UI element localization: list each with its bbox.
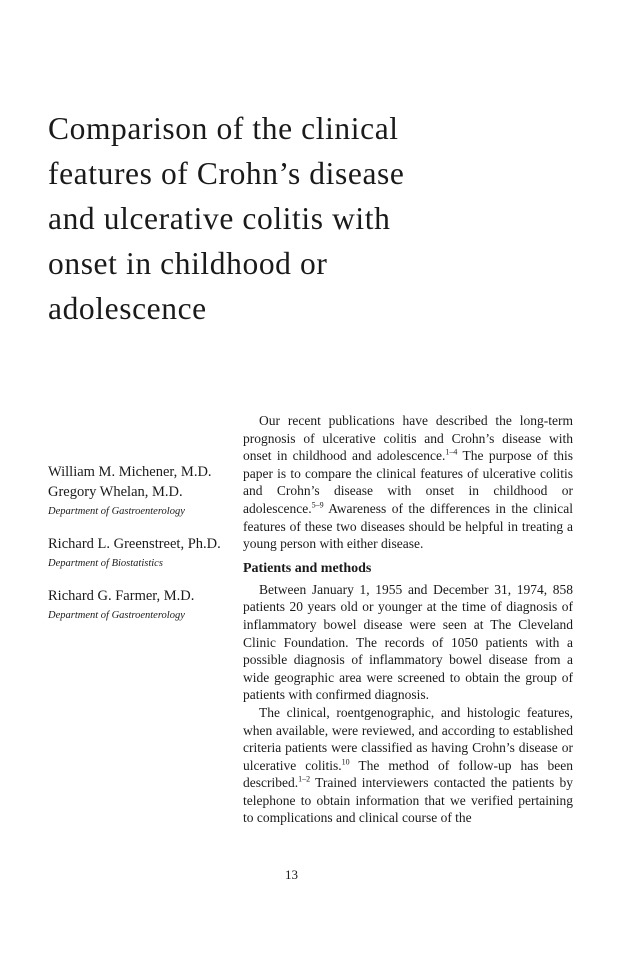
author-name: Richard L. Greenstreet, Ph.D. (48, 536, 221, 552)
author-name: Richard G. Farmer, M.D. (48, 588, 195, 604)
title-line: Comparison of the clinical (48, 111, 399, 146)
title-line: features of Crohn’s disease (48, 156, 405, 191)
title-line: adolescence (48, 291, 207, 326)
title-line: onset in childhood or (48, 246, 328, 281)
body-column (243, 412, 573, 827)
author-department: Department of Biostatistics (48, 558, 163, 569)
methods-paragraph: Between January 1, 1955 and December 31, 1974, 858 patients 20 years old or younger at the time of diagnosis of inflammatory bowel disease were seen at The Cleveland Clinic Foundation. The records of 1050 patients with a possible diagnosis of inflammatory bowel disease from a wide geographic area were screened to obtain the group of patients with confirmed diagnosis. (243, 581, 573, 703)
author-list (48, 462, 238, 623)
author-department: Department of Gastroenterology (48, 506, 185, 517)
author-name: Gregory Whelan, M.D. (48, 484, 183, 500)
author-name: William M. Michener, M.D. (48, 464, 212, 480)
reference-superscript: 1–4 (445, 447, 458, 457)
reference-superscript: 5–9 (311, 500, 324, 510)
section-heading: Patients and methods (243, 560, 372, 576)
title-line: and ulcerative colitis with (48, 201, 391, 236)
reference-superscript: 1–2 (298, 774, 311, 784)
author-department: Department of Gastroenterology (48, 610, 185, 621)
page-number: 13 (285, 867, 298, 882)
article-title (48, 106, 468, 331)
methods-paragraph: The clinical, roentgenographic, and histologic features, when available, were reviewed, and according to established criteria patients were classified as having Crohn’s disease or ulcerative colitis.$^{10}$ The method of follow-up has been described.$^{1-2}$ Trained interviewers contacted the patients by telephone to obtain information that we verified pertaining to complications and clinical course of the (243, 704, 573, 826)
reference-superscript: 10 (341, 757, 350, 767)
intro-paragraph: Our recent publications have described the long-term prognosis of ulcerative colitis and Crohn’s disease with onset in childhood and adolescence.$^{1-4}$ The purpose of this paper is to compare the clinical features of ulcerative colitis and Crohn’s disease with onset in childhood or adolescence.$^{5-9}$ Awareness of the differences in the clinical features of these two diseases should be helpful in treating a young person with either disease. (243, 413, 573, 552)
